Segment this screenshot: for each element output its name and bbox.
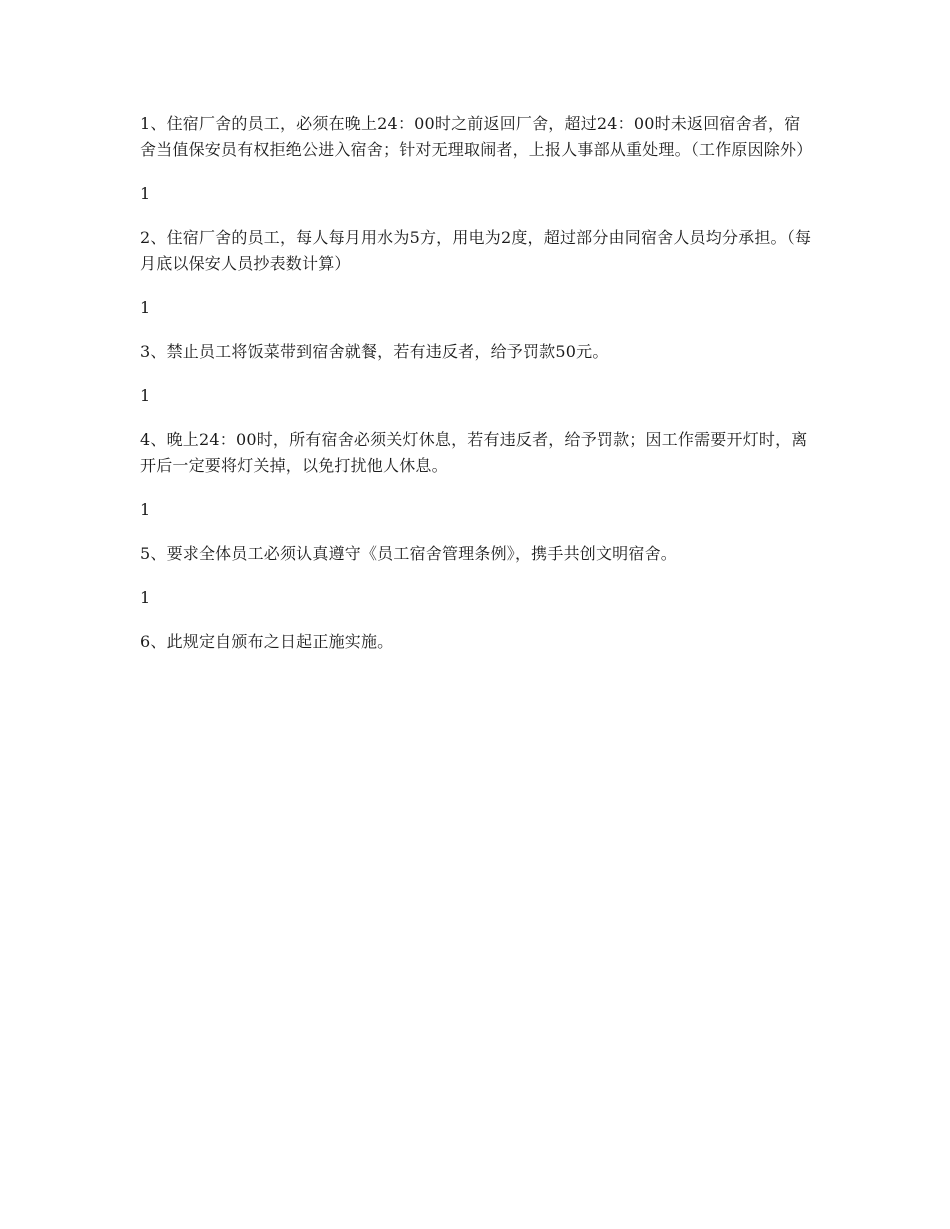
rule-1: 1、住宿厂舍的员工，必须在晚上24：00时之前返回厂舍，超过24：00时未返回宿舍者，宿舍当值保安员有权拒绝公进入宿舍；针对无理取闹者，上报人事部从重处理。（工作原因除外） <box>140 114 813 159</box>
rule-4: 4、晚上24：00时，所有宿舍必须关灯休息，若有违反者，给予罚款；因工作需要开灯时，离开后一定要将灯关掉，以免打扰他人休息。 <box>140 430 808 475</box>
rule-2: 2、住宿厂舍的员工，每人每月用水为5方，用电为2度，超过部分由同宿舍人员均分承担。（每月底以保安人员抄表数计算） <box>140 228 812 273</box>
separator-5: 1 <box>140 588 151 607</box>
separator-4: 1 <box>140 500 151 519</box>
rule-5: 5、要求全体员工必须认真遵守《员工宿舍管理条例》，携手共创文明宿舍。 <box>140 544 677 563</box>
document-page <box>140 111 812 673</box>
separator-1: 1 <box>140 184 151 203</box>
separator-2: 1 <box>140 298 151 317</box>
rule-3: 3、禁止员工将饭菜带到宿舍就餐，若有违反者，给予罚款50元。 <box>140 342 609 361</box>
separator-3: 1 <box>140 386 151 405</box>
rule-6: 6、此规定自颁布之日起正施实施。 <box>140 632 394 651</box>
